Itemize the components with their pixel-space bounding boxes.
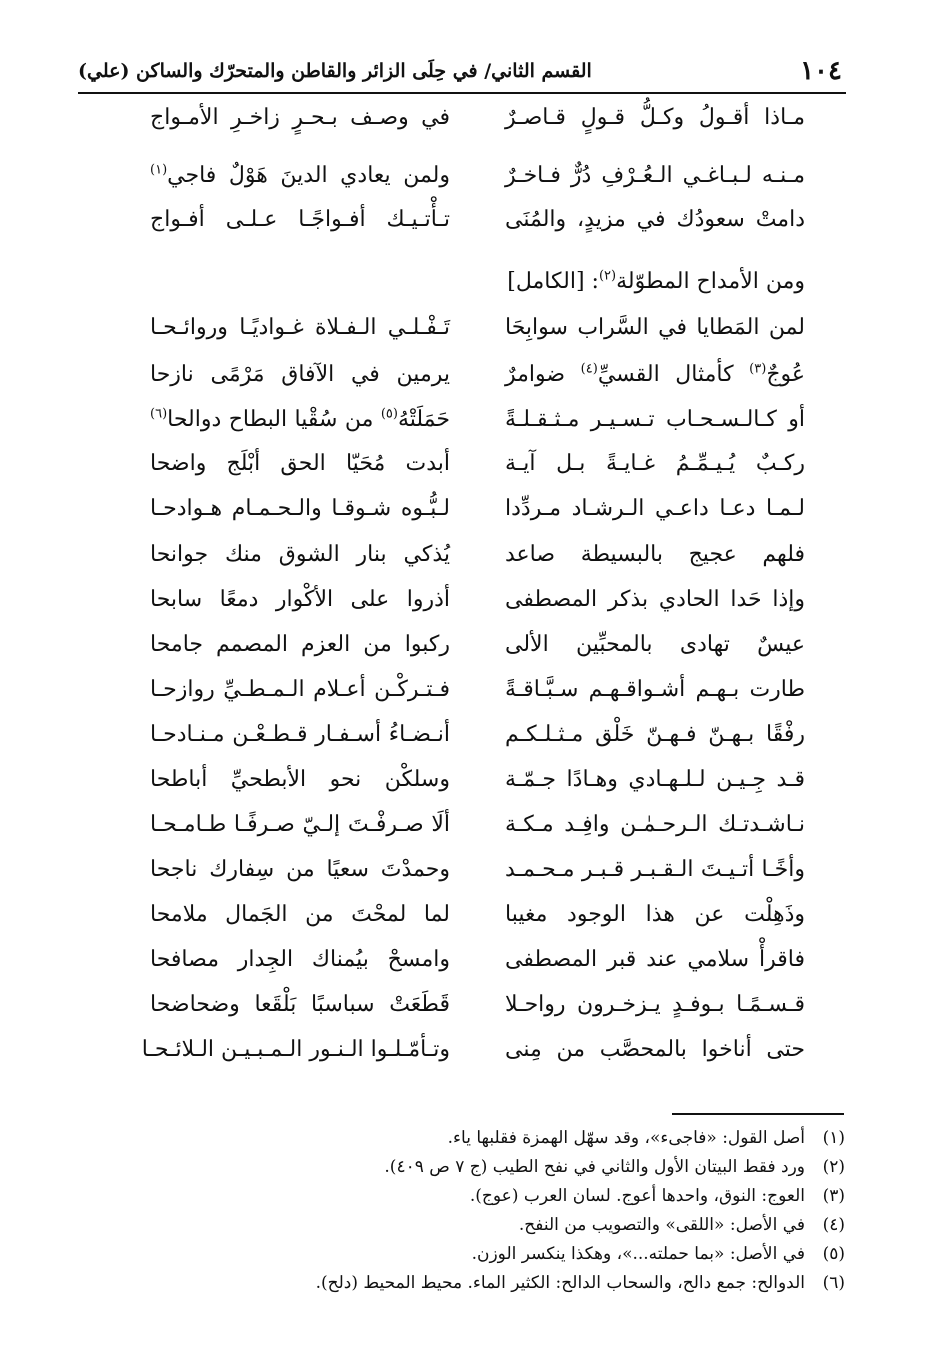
hemistich-first: قـسـمًـا بـوفـدٍ يـزخـرون رواحـلا [505, 992, 805, 1017]
verse-row [150, 156, 805, 196]
hemistich-second: لـبُّـوه شـوقـا والـحـمـام هـوادحـا [150, 496, 450, 521]
verse-row [150, 200, 805, 240]
hemistich-second: يُذكي بنار الشوق منك جوانحا [150, 542, 450, 567]
hemistich-second: ركبوا من العزم المصمم جامحا [150, 632, 450, 657]
hemistich-first: فاقرأْ سلامي عند قبر المصطفى [505, 947, 805, 972]
verse-row [150, 489, 805, 529]
hemistich-second: تَـفْـلـي الـفـلاة غـواديًـا وروائـحـا [150, 315, 450, 340]
hemistich-second: أبدت مُحَيّا الحق أبْلَج واضحا [150, 451, 450, 476]
hemistich-second: قَطَعَتْ سباسبًا بَلْقَعا وضحاضحا [150, 992, 450, 1017]
hemistich-second: وتـأمّـلـوا الـنـور الـمـبـيـن الـلائـحـا [141, 1037, 450, 1062]
hemistich-first: وإذا حَدا الحادي بذكر المصطفى [505, 587, 805, 612]
hemistich-first: وأخًـا أتـيـتَ الـقـبـر قـبـر مـحـمـد [505, 857, 805, 882]
page-number: ١٠٤ [800, 56, 842, 86]
verse-row [150, 308, 805, 348]
hemistich-second: يرمين في الآفاق مَرْمًى نازحا [150, 362, 450, 387]
hemistich-second: وسلكْن نحو الأبطحيِّ أباطحا [150, 767, 450, 792]
footnote: (١)أصل القول: «فاجىء»، وقد سهّل الهمزة فقلبها ياء. [447, 1128, 845, 1148]
verse-row [150, 670, 805, 710]
footnote: (٢)ورد فقط البيتان الأول والثاني في نفح الطيب (ج ٧ ص ٤٠٩). [384, 1157, 845, 1177]
poem-intro: ومن الأمداح المطوّلة$^{(٢)}$: [الكامل] [507, 268, 805, 294]
hemistich-first: وذَهِلْت عن هذا الوجود مغيبا [505, 902, 805, 927]
footnote: (٦)الدوالح: جمع دالح، والسحاب الدالح: الكثير الماء. محيط المحيط (دلح). [315, 1273, 845, 1293]
verse-row [150, 400, 805, 440]
footnote: (٥)في الأصل: «بما حملته...»، وهكذا ينكسر الوزن. [471, 1244, 845, 1264]
verse-row [150, 625, 805, 665]
hemistich-second: فـتـركْـن أعـلام الـمـطـيِّ روازحـا [150, 677, 450, 702]
hemistich-second: في وصـف بـحـرٍ زاخـرِ الأمـواج [150, 105, 450, 130]
verse-row [141, 1030, 805, 1070]
hemistich-first: رفْقًا بـهـنّ فـهـنّ خَلْق مـثـلـكـم [505, 722, 805, 747]
hemistich-first: فلهم عجيج بالبسيطة صاعد [505, 542, 805, 567]
hemistich-second: وحمدْتَ سعيًا من سِفارك ناجحا [150, 857, 450, 882]
hemistich-first: طارت بـهـم أشـواقـهـم سـبَّـاقـةً [505, 677, 805, 702]
hemistich-first: لمن المَطايا في السَّراب سوابِحَا [505, 315, 805, 340]
footnote: (٣)العوج: النوق، واحدها أعوج. لسان العرب (عوج). [469, 1186, 845, 1206]
hemistich-first: عُوجٌ$^{(٣)}$ كأمثال القسيِّ$^{(٤)}$ ضوامرٌ [505, 361, 806, 387]
footnote-ref: (٤) [580, 361, 598, 377]
verse-row [150, 895, 805, 935]
hemistich-second: أذروا على الأكْوار دمعًا سابحا [150, 587, 450, 612]
hemistich-first: حتى أناخوا بالمحصَّب من مِنى [505, 1037, 805, 1062]
verse-row [150, 715, 805, 755]
hemistich-second: أنـضـاءُ أسـفـار قـطـعْـن مـنـادحـا [150, 722, 450, 747]
verse-row [150, 985, 805, 1025]
page-header [78, 52, 846, 94]
verse-row [150, 850, 805, 890]
footnote-ref: (٢) [598, 268, 617, 284]
footnote: (٤)في الأصل: «اللقى» والتصويب من النفح. [518, 1215, 845, 1235]
hemistich-first: أو كـالـسـحـاب تـسـيـر مـثـقـلـةً [505, 407, 805, 432]
footnote-ref: (٥) [380, 406, 398, 422]
hemistich-first: لـمـا دعـا داعـي الـرشـاد مـردِّدا [505, 496, 805, 521]
running-title: القسم الثاني/ في حِلَى الزائر والقاطن والمتحرّك والساكن (علي) [78, 60, 592, 82]
hemistich-first: قـد جِـيـن لـلـهـادي وهـادًا جـمّـة [505, 767, 805, 792]
verse-row [150, 98, 805, 138]
verse-row [150, 760, 805, 800]
hemistich-second: ألَا صـرفْـتَ إلـيّ صـرفًـا طـامـحـا [150, 812, 450, 837]
verse-row [150, 940, 805, 980]
hemistich-first: عيسٌ تهادى بالمحبِّين الألى [505, 632, 805, 657]
hemistich-first: ركـبٌ يُـيـمِّـمُ غـايـةً بـل آيـة [505, 451, 805, 476]
footnote-ref: (٦) [150, 406, 168, 422]
hemistich-first: مـنـه لـبـاغـي الـعُـرْفِ دُرٌّ فـاخـرٌ [505, 163, 805, 188]
footnote-ref: (٣) [749, 361, 767, 377]
verse-row [150, 580, 805, 620]
hemistich-second: ولمن يعادي الدينَ هَوْلٌ فاجي$^{(١)}$ [150, 162, 450, 188]
verse-row [150, 355, 805, 395]
verse-row [150, 535, 805, 575]
hemistich-second: لما لمحْتَ من الجَمال ملامحا [150, 902, 450, 927]
hemistich-second: حَمَلَتْهُ$^{(٥)}$ من سُقْيا البطاح دوالحا$^{(٦)}$ [150, 406, 450, 432]
verse-row [150, 805, 805, 845]
footnotes [145, 1124, 845, 1298]
hemistich-second: تـأْتـيـك أفـواجًـا عـلـى أفـواج [150, 207, 450, 232]
hemistich-first: مـاذا أقـولُ وكـلُّ قـولٍ قـاصـرٌ [505, 105, 805, 130]
hemistich-first: دامتْ سعودُك في مزيدٍ، والمُنَى [505, 207, 805, 232]
footnote-ref: (١) [150, 162, 168, 178]
footnote-divider [672, 1113, 844, 1115]
hemistich-second: وامسحْ بيُمناك الجِدار مصافحا [150, 947, 450, 972]
hemistich-first: نـاشـدتـك الـرحـمٰـن وافِـد مـكـة [505, 812, 805, 837]
verse-row [150, 444, 805, 484]
